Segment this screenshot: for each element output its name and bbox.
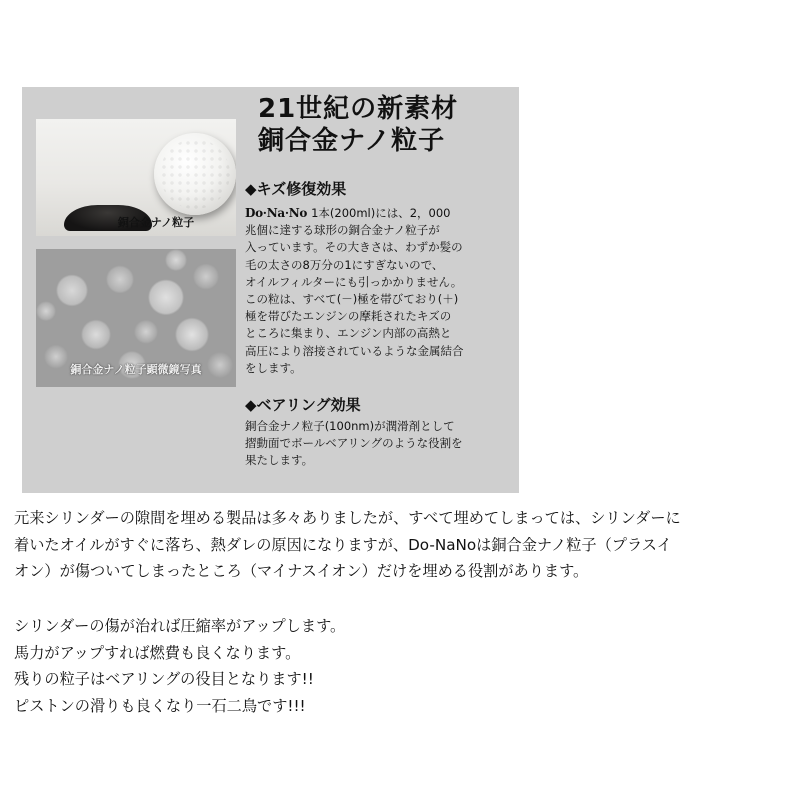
headline-line-1: 21世紀の新素材	[258, 94, 459, 124]
headline-line-2: 銅合金ナノ粒子	[258, 126, 446, 156]
body-line: 摺動面でボールベアリングのような役割を	[245, 436, 463, 451]
section-title-bearing: ◆ベアリング効果	[245, 396, 361, 414]
product-info-panel	[22, 87, 519, 493]
section-body-bearing	[245, 418, 515, 470]
paragraph-line: 残りの粒子はベアリングの役目となります!!	[14, 670, 314, 688]
body-line: この粒は、すべて(－)極を帯びており(＋)	[245, 292, 459, 307]
photo-top-caption: 銅合金ナノ粒子	[117, 216, 195, 229]
golf-ball-graphic	[154, 133, 236, 215]
paragraph-line: 着いたオイルがすぐに落ち、熱ダレの原因になりますが、Do-NaNoは銅合金ナノ粒子（プラスイ	[14, 535, 672, 554]
body-line: 兆個に達する球形の銅合金ナノ粒子が	[245, 223, 440, 238]
body-line: Do·Na·No 1本(200ml)には、2，000	[245, 206, 451, 220]
paragraph-line: オン）が傷ついてしまったところ（マイナスイオン）だけを埋める役割があります。	[14, 562, 589, 580]
body-line: ところに集まり、エンジン内部の高熱と	[245, 326, 452, 341]
body-line: 果たします。	[245, 453, 314, 468]
body-line: 高圧により溶接されているような金属結合	[245, 343, 464, 358]
nano-powder-photo	[36, 119, 236, 236]
body-line: 銅合金ナノ粒子(100nm)が潤滑剤として	[245, 419, 455, 433]
body-line: 毛の太さの8万分の1にすぎないので、	[245, 257, 444, 272]
section-title-repair: ◆キズ修復効果	[245, 180, 347, 198]
body-line: オイルフィルターにも引っかかりません。	[245, 274, 463, 289]
paragraph-line: 元来シリンダーの隙間を埋める製品は多々ありましたが、すべて埋めてしまっては、シリンダーに	[14, 509, 681, 527]
paragraph-line: 馬力がアップすれば燃費も良くなります。	[14, 643, 301, 662]
section-body-repair	[245, 205, 515, 377]
microscope-photo	[36, 249, 236, 387]
photo-bottom-caption: 銅合金ナノ粒子顕微鏡写真	[70, 363, 202, 376]
body-line: 極を帯びたエンジンの摩耗されたキズの	[245, 309, 452, 324]
paragraph-line: ピストンの滑りも良くなり一石二鳥です!!!	[14, 696, 306, 715]
body-line: 入っています。その大きさは、わずか髪の	[245, 240, 463, 255]
description-paragraph-1	[14, 505, 804, 585]
paragraph-line: シリンダーの傷が治れば圧縮率がアップします。	[14, 617, 346, 635]
brand-logo-text: Do·Na·No	[245, 206, 308, 220]
description-paragraph-2	[14, 613, 804, 719]
body-line: をします。	[245, 360, 302, 375]
panel-headline	[258, 93, 458, 157]
